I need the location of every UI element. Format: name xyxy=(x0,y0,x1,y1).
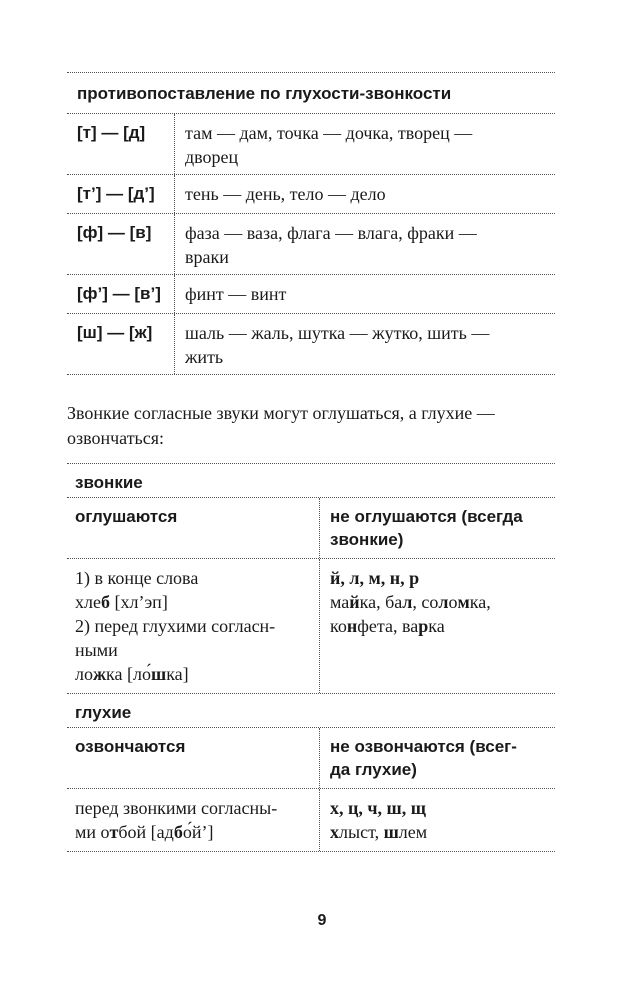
table-row xyxy=(67,174,555,213)
sonorant-letters: й, л, м, н, р xyxy=(330,568,420,588)
section-title-voiced: звонкие xyxy=(75,473,143,492)
header-line: озвончаются xyxy=(75,737,186,756)
word-examples xyxy=(175,214,555,274)
devoicing-cases xyxy=(67,559,320,693)
table-row xyxy=(67,558,555,693)
header-line: не оглушаются (всегда xyxy=(330,507,523,526)
example-line: фаза — ваза, флага — влага, фраки — xyxy=(185,223,477,243)
header-line: да глухие) xyxy=(330,760,417,779)
assimilation-table xyxy=(67,463,555,852)
body-line: хлеб [хл’эп] xyxy=(75,592,168,612)
always-voiceless-cases xyxy=(320,789,555,851)
sound-pair: [ш] — [ж] xyxy=(67,314,175,374)
body-paragraph xyxy=(67,375,555,463)
column-header xyxy=(320,498,555,558)
table-row xyxy=(67,313,555,374)
body-line: конфета, варка xyxy=(330,616,445,636)
voiceless-letters: х, ц, ч, ш, щ xyxy=(330,798,426,818)
section-title-voiceless: глухие xyxy=(67,693,555,727)
table-header: противопоставление по глухости-звонкости xyxy=(77,84,452,103)
header-line: не озвончаются (всег- xyxy=(330,737,517,756)
page-content xyxy=(67,72,555,852)
table-row xyxy=(67,113,555,174)
word-examples xyxy=(175,114,555,174)
column-header xyxy=(67,728,320,788)
sound-pair: [ф’] — [в’] xyxy=(67,275,175,313)
header-line: звонкие) xyxy=(330,530,404,549)
example-line: там — дам, точка — дочка, творец — xyxy=(185,123,473,143)
word-examples xyxy=(175,275,555,313)
column-header xyxy=(320,728,555,788)
table-header-row xyxy=(67,727,555,788)
table-row xyxy=(67,213,555,274)
sound-pair: [ф] — [в] xyxy=(67,214,175,274)
body-line: хлыст, шлем xyxy=(330,822,428,842)
example-line: шаль — жаль, шутка — жутко, шить — xyxy=(185,323,490,343)
header-line: оглушаются xyxy=(75,507,178,526)
table-header-row xyxy=(67,497,555,558)
body-line: ными xyxy=(75,640,118,660)
body-line: ложка [ло́шка] xyxy=(75,664,189,684)
example-line: дворец xyxy=(185,147,239,167)
word-examples xyxy=(175,175,555,213)
example-line: враки xyxy=(185,247,229,267)
sound-pair: [т] — [д] xyxy=(67,114,175,174)
column-header xyxy=(67,498,320,558)
voicing-opposition-table xyxy=(67,72,555,375)
table-row xyxy=(67,274,555,313)
example-line: финт — винт xyxy=(185,284,287,304)
table-row xyxy=(67,788,555,851)
always-voiced-cases xyxy=(320,559,555,693)
example-line: жить xyxy=(185,347,224,367)
body-line: 2) перед глухими согласн- xyxy=(75,616,276,636)
page-number: 9 xyxy=(317,912,327,929)
word-examples xyxy=(175,314,555,374)
sound-pair: [т’] — [д’] xyxy=(67,175,175,213)
body-line: 1) в конце слова xyxy=(75,568,199,588)
voicing-cases xyxy=(67,789,320,851)
paragraph-line: озвончаться: xyxy=(67,428,165,448)
example-line: тень — день, тело — дело xyxy=(185,184,386,204)
paragraph-line: Звонкие согласные звуки могут оглушаться, а глухие — xyxy=(67,403,495,423)
body-line: перед звонкими согласны- xyxy=(75,798,278,818)
body-line: майка, бал, соломка, xyxy=(330,592,491,612)
body-line: ми отбой [адбо́й’] xyxy=(75,822,214,842)
